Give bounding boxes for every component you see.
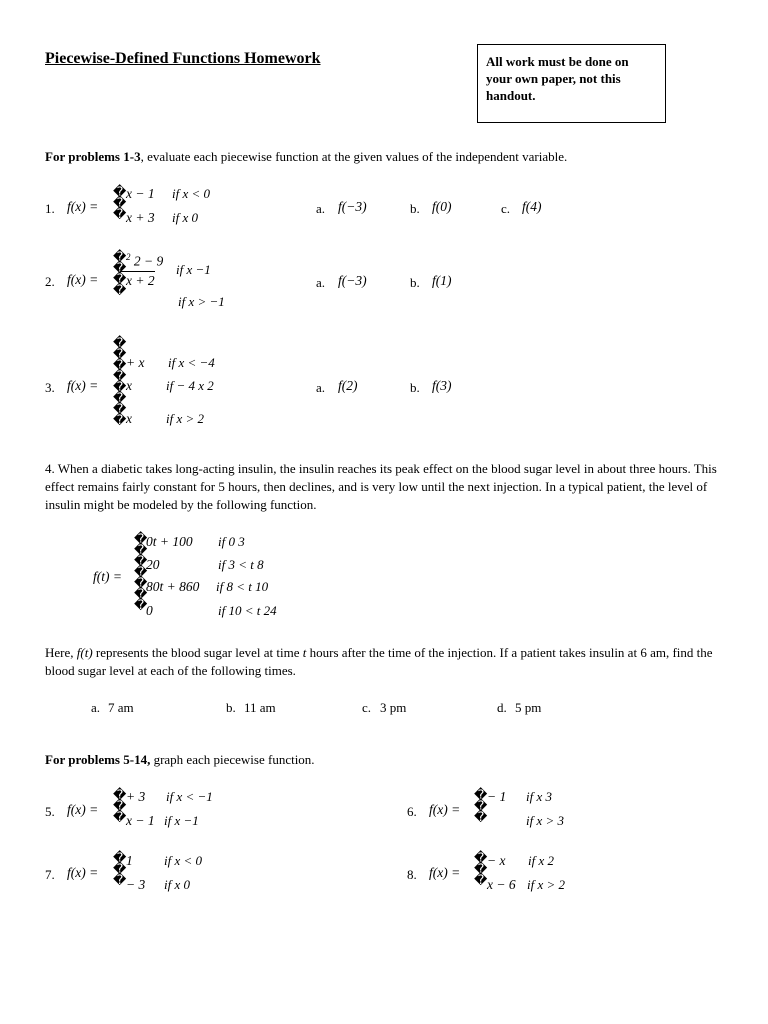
case-cond: if x < −1 xyxy=(166,789,213,804)
here-function: f(t) xyxy=(76,645,93,660)
function-lhs: f(x) = xyxy=(67,272,99,287)
time-label: c. xyxy=(362,700,372,715)
case-cond: if x > −1 xyxy=(178,294,225,309)
part-expr: f(−3) xyxy=(338,199,367,214)
part-label: b. xyxy=(410,275,420,290)
notice-line: handout. xyxy=(486,88,536,103)
case-expr: x − 1 xyxy=(126,186,155,201)
part-expr: f(−3) xyxy=(338,273,367,288)
brace-icon: � � � � xyxy=(113,250,127,298)
case-expr: − 1 xyxy=(487,789,507,804)
function-lhs: f(x) = xyxy=(429,865,461,880)
brace-icon: � � � xyxy=(474,788,488,825)
here-text-a: represents the blood sugar level at time xyxy=(92,645,303,660)
here-t: t xyxy=(302,645,307,660)
here-label: Here, xyxy=(45,645,74,660)
case-cond: if x < −4 xyxy=(168,355,215,370)
brace-icon: � � � xyxy=(113,185,127,222)
fraction-bar xyxy=(120,271,155,272)
section-intro-text: , evaluate each piecewise function at the given values of the independent variable. xyxy=(140,149,568,164)
brace-icon: � � � xyxy=(474,851,488,888)
brace-icon: � � � � � � � � xyxy=(113,336,127,428)
problem-4-question xyxy=(45,644,725,680)
case-expr: 0 xyxy=(146,603,153,618)
case-expr: x − 6 xyxy=(487,877,516,892)
case-cond: if x > 2 xyxy=(166,411,205,426)
time-label: b. xyxy=(226,700,236,715)
case-expr: x xyxy=(126,411,132,426)
time-value: 5 pm xyxy=(515,700,542,715)
problem-number: 2. xyxy=(45,274,55,289)
problem-number: 1. xyxy=(45,201,55,216)
case-cond: if x 2 xyxy=(528,853,554,868)
part-expr: f(3) xyxy=(432,378,452,393)
time-value: 7 am xyxy=(108,700,134,715)
case-cond: if x −1 xyxy=(176,262,211,277)
part-expr: f(2) xyxy=(338,378,358,393)
here-text-b: hours after the time of the injection. If a patient takes insulin at 6 am, find the blood sugar level at each of the following times. xyxy=(45,645,713,678)
case-expr: 20 xyxy=(146,557,160,572)
fraction-numerator: $^2$ 2 − 9 xyxy=(126,252,164,269)
section-intro xyxy=(45,149,567,165)
section-intro-bold: For problems 5-14, xyxy=(45,752,151,767)
case-cond: if 3 < t 8 xyxy=(218,557,264,572)
case-cond: if 10 < t 24 xyxy=(218,603,277,618)
time-label: a. xyxy=(91,700,101,715)
part-label: b. xyxy=(410,380,420,395)
case-expr: − 3 xyxy=(126,877,146,892)
function-lhs: f(x) = xyxy=(67,802,99,817)
time-value: 11 am xyxy=(244,700,276,715)
case-expr: 0t + 100 xyxy=(146,534,193,549)
function-lhs: f(x) = xyxy=(67,199,99,214)
section-intro-bold: For problems 1-3 xyxy=(45,149,141,164)
case-expr: x xyxy=(126,378,132,393)
function-lhs: f(x) = xyxy=(67,865,99,880)
part-expr: f(1) xyxy=(432,273,452,288)
case-expr: + 3 xyxy=(126,789,146,804)
part-label: a. xyxy=(316,275,326,290)
case-expr: 1 xyxy=(126,853,133,868)
time-value: 3 pm xyxy=(380,700,407,715)
problem-number: 3. xyxy=(45,380,55,395)
page-title: Piecewise-Defined Functions Homework xyxy=(45,50,321,67)
problem-number: 7. xyxy=(45,867,55,882)
case-cond: if x < 0 xyxy=(164,853,203,868)
part-expr: f(4) xyxy=(522,199,542,214)
case-expr: − x xyxy=(487,853,506,868)
part-label: a. xyxy=(316,201,326,216)
case-cond: if x > 3 xyxy=(526,813,565,828)
case-cond: if x < 0 xyxy=(172,186,211,201)
time-label: d. xyxy=(497,700,507,715)
section-intro-text: graph each piecewise function. xyxy=(150,752,315,767)
problem-4-text: 4. When a diabetic takes long-acting insulin, the insulin reaches its peak effect on the blood sugar level in about three hours. This effect remains fairly constant for 5 hours, then declines, and is very low until the next injection. In a typical patient, the level of insulin might be modeled by the following function. xyxy=(45,461,717,512)
case-cond: if x 0 xyxy=(172,210,198,225)
case-cond: if 8 < t 10 xyxy=(216,579,269,594)
notice-box xyxy=(477,44,666,123)
brace-icon: � � � xyxy=(113,851,127,888)
case-cond: if x −1 xyxy=(164,813,199,828)
case-cond: if 0 3 xyxy=(218,534,245,549)
part-label: c. xyxy=(501,201,511,216)
case-cond: if x > 2 xyxy=(527,877,566,892)
case-expr: x + 3 xyxy=(126,210,155,225)
part-expr: f(0) xyxy=(432,199,452,214)
problem-number: 6. xyxy=(407,804,417,819)
numerator-text: 2 − 9 xyxy=(133,253,164,269)
part-label: a. xyxy=(316,380,326,395)
notice-line: your own paper, not this xyxy=(486,71,621,86)
case-cond: if − 4 x 2 xyxy=(166,378,214,393)
case-cond: if x 3 xyxy=(526,789,552,804)
case-expr: + x xyxy=(126,355,145,370)
brace-icon: � � � � � � � xyxy=(134,532,148,613)
fraction-denominator: x + 2 xyxy=(126,273,155,288)
part-label: b. xyxy=(410,201,420,216)
brace-icon: � � � xyxy=(113,788,127,825)
case-expr: 80t + 860 xyxy=(146,579,200,594)
section-intro xyxy=(45,752,315,768)
case-expr: x − 1 xyxy=(126,813,155,828)
function-lhs: f(x) = xyxy=(67,378,99,393)
function-lhs: f(x) = xyxy=(429,802,461,817)
notice-line: All work must be done on xyxy=(486,54,629,69)
problem-number: 8. xyxy=(407,867,417,882)
problem-number: 5. xyxy=(45,804,55,819)
case-cond: if x 0 xyxy=(164,877,190,892)
function-lhs: f(t) = xyxy=(93,569,122,584)
